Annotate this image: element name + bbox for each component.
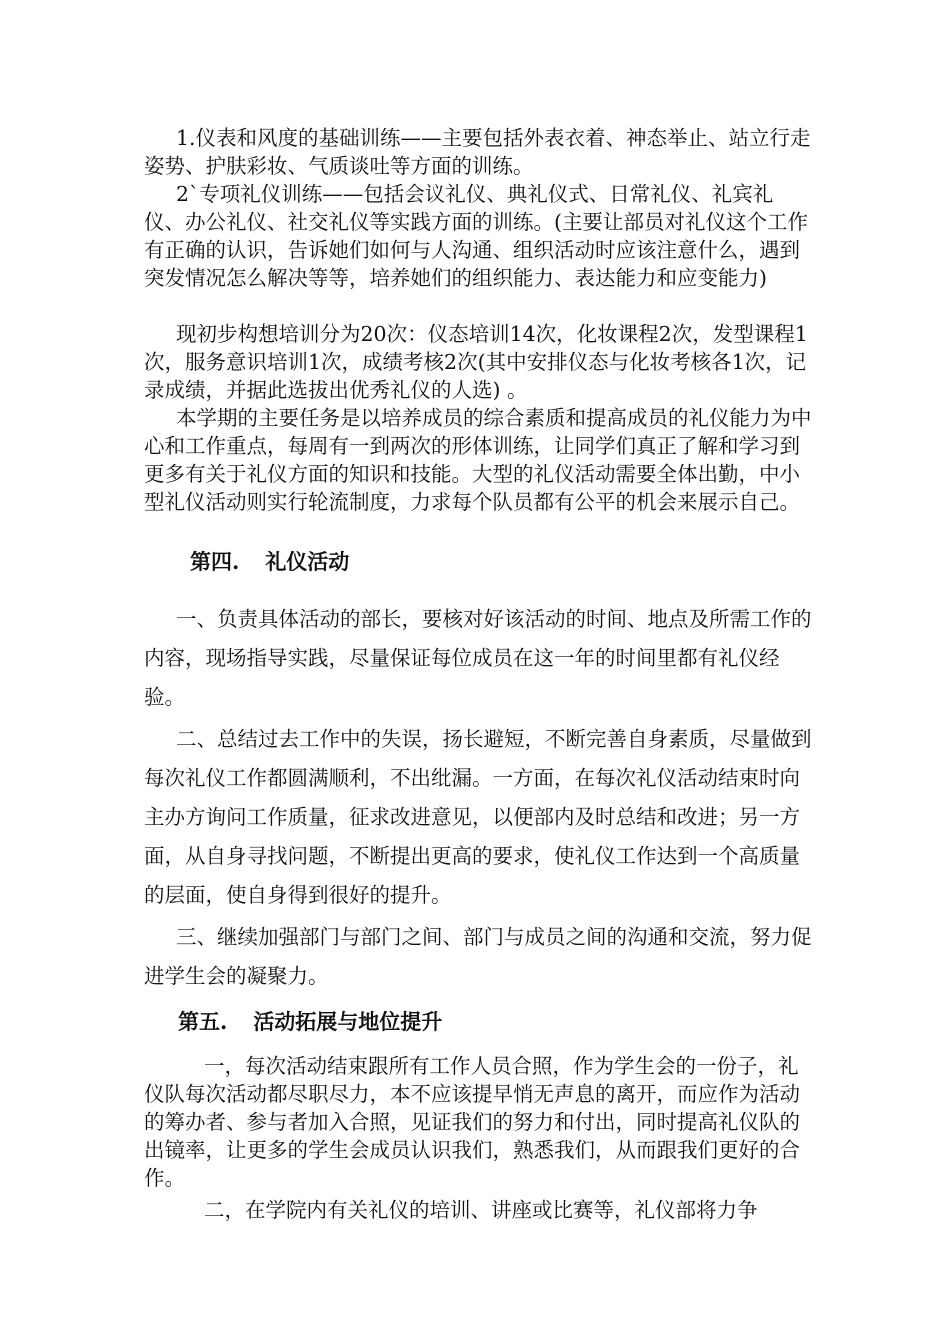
paragraph-activity-2: 二、总结过去工作中的失误，扬长避短，不断完善自身素质，尽量做到每次礼仪工作都圆满顺利，不出纰漏。一方面，在每次礼仪活动结束时向主办方询问工作质量，征求改进意见，以便部内及时总结和改进；另一方面，从自身寻找问题，不断提出更高的要求，使礼仪工作达到一个高质量的层面，使自身得到很好的提升。 [144, 727, 812, 907]
paragraph-semester-tasks: 本学期的主要任务是以培养成员的综合素质和提高成员的礼仪能力为中心和工作重点，每周有一到两次的形体训练，让同学们真正了解和学习到更多有关于礼仪方面的知识和技能。大型的礼仪活动需要全体出勤，中小型礼仪活动则实行轮流制度，力求每个队员都有公平的机会来展示自己。 [144, 406, 812, 514]
section-title-4: 礼仪活动 [265, 549, 350, 574]
paragraph-activity-1: 一、负责具体活动的部长，要核对好该活动的时间、地点及所需工作的内容，现场指导实践，尽量保证每位成员在这一年的时间里都有礼仪经验。 [144, 607, 812, 709]
section-heading-5 [178, 1008, 442, 1036]
section-number-4: 第四. [190, 549, 240, 574]
paragraph-special-training: 2`专项礼仪训练——包括会议礼仪、典礼仪式、日常礼仪、礼宾礼仪、办公礼仪、社交礼仪等实践方面的训练。(主要让部员对礼仪这个工作有正确的认识，告诉她们如何与人沟通、组织活动时应该注意什么，遇到突发情况怎么解决等等，培养她们的组织能力、表达能力和应变能力) [144, 182, 808, 290]
paragraph-basic-training: 1.仪表和风度的基础训练——主要包括外表衣着、神态举止、站立行走姿势、护肤彩妆、气质谈吐等方面的训练。 [144, 126, 811, 178]
paragraph-activity-3: 三、继续加强部门与部门之间、部门与成员之间的沟通和交流，努力促进学生会的凝聚力。 [144, 925, 812, 988]
section-heading-4 [190, 548, 349, 576]
paragraph-expansion-2: 二，在学院内有关礼仪的培训、讲座或比赛等，礼仪部将力争 [204, 1198, 758, 1222]
section-number-5: 第五. [178, 1009, 228, 1034]
paragraph-training-plan: 现初步构想培训分为20次：仪态培训14次，化妆课程2次，发型课程1次，服务意识培训1次，成绩考核2次(其中安排仪态与化妆考核各1次，记录成绩，并据此选拔出优秀礼仪的人选) 。 [144, 322, 808, 402]
section-title-5: 活动拓展与地位提升 [253, 1009, 443, 1034]
paragraph-expansion-1: 一，每次活动结束跟所有工作人员合照，作为学生会的一份子，礼仪队每次活动都尽职尽力，本不应该提早悄无声息的离开，而应作为活动的筹办者、参与者加入合照，见证我们的努力和付出，同时提高礼仪队的出镜率，让更多的学生会成员认识我们，熟悉我们，从而跟我们更好的合作。 [144, 1054, 800, 1190]
